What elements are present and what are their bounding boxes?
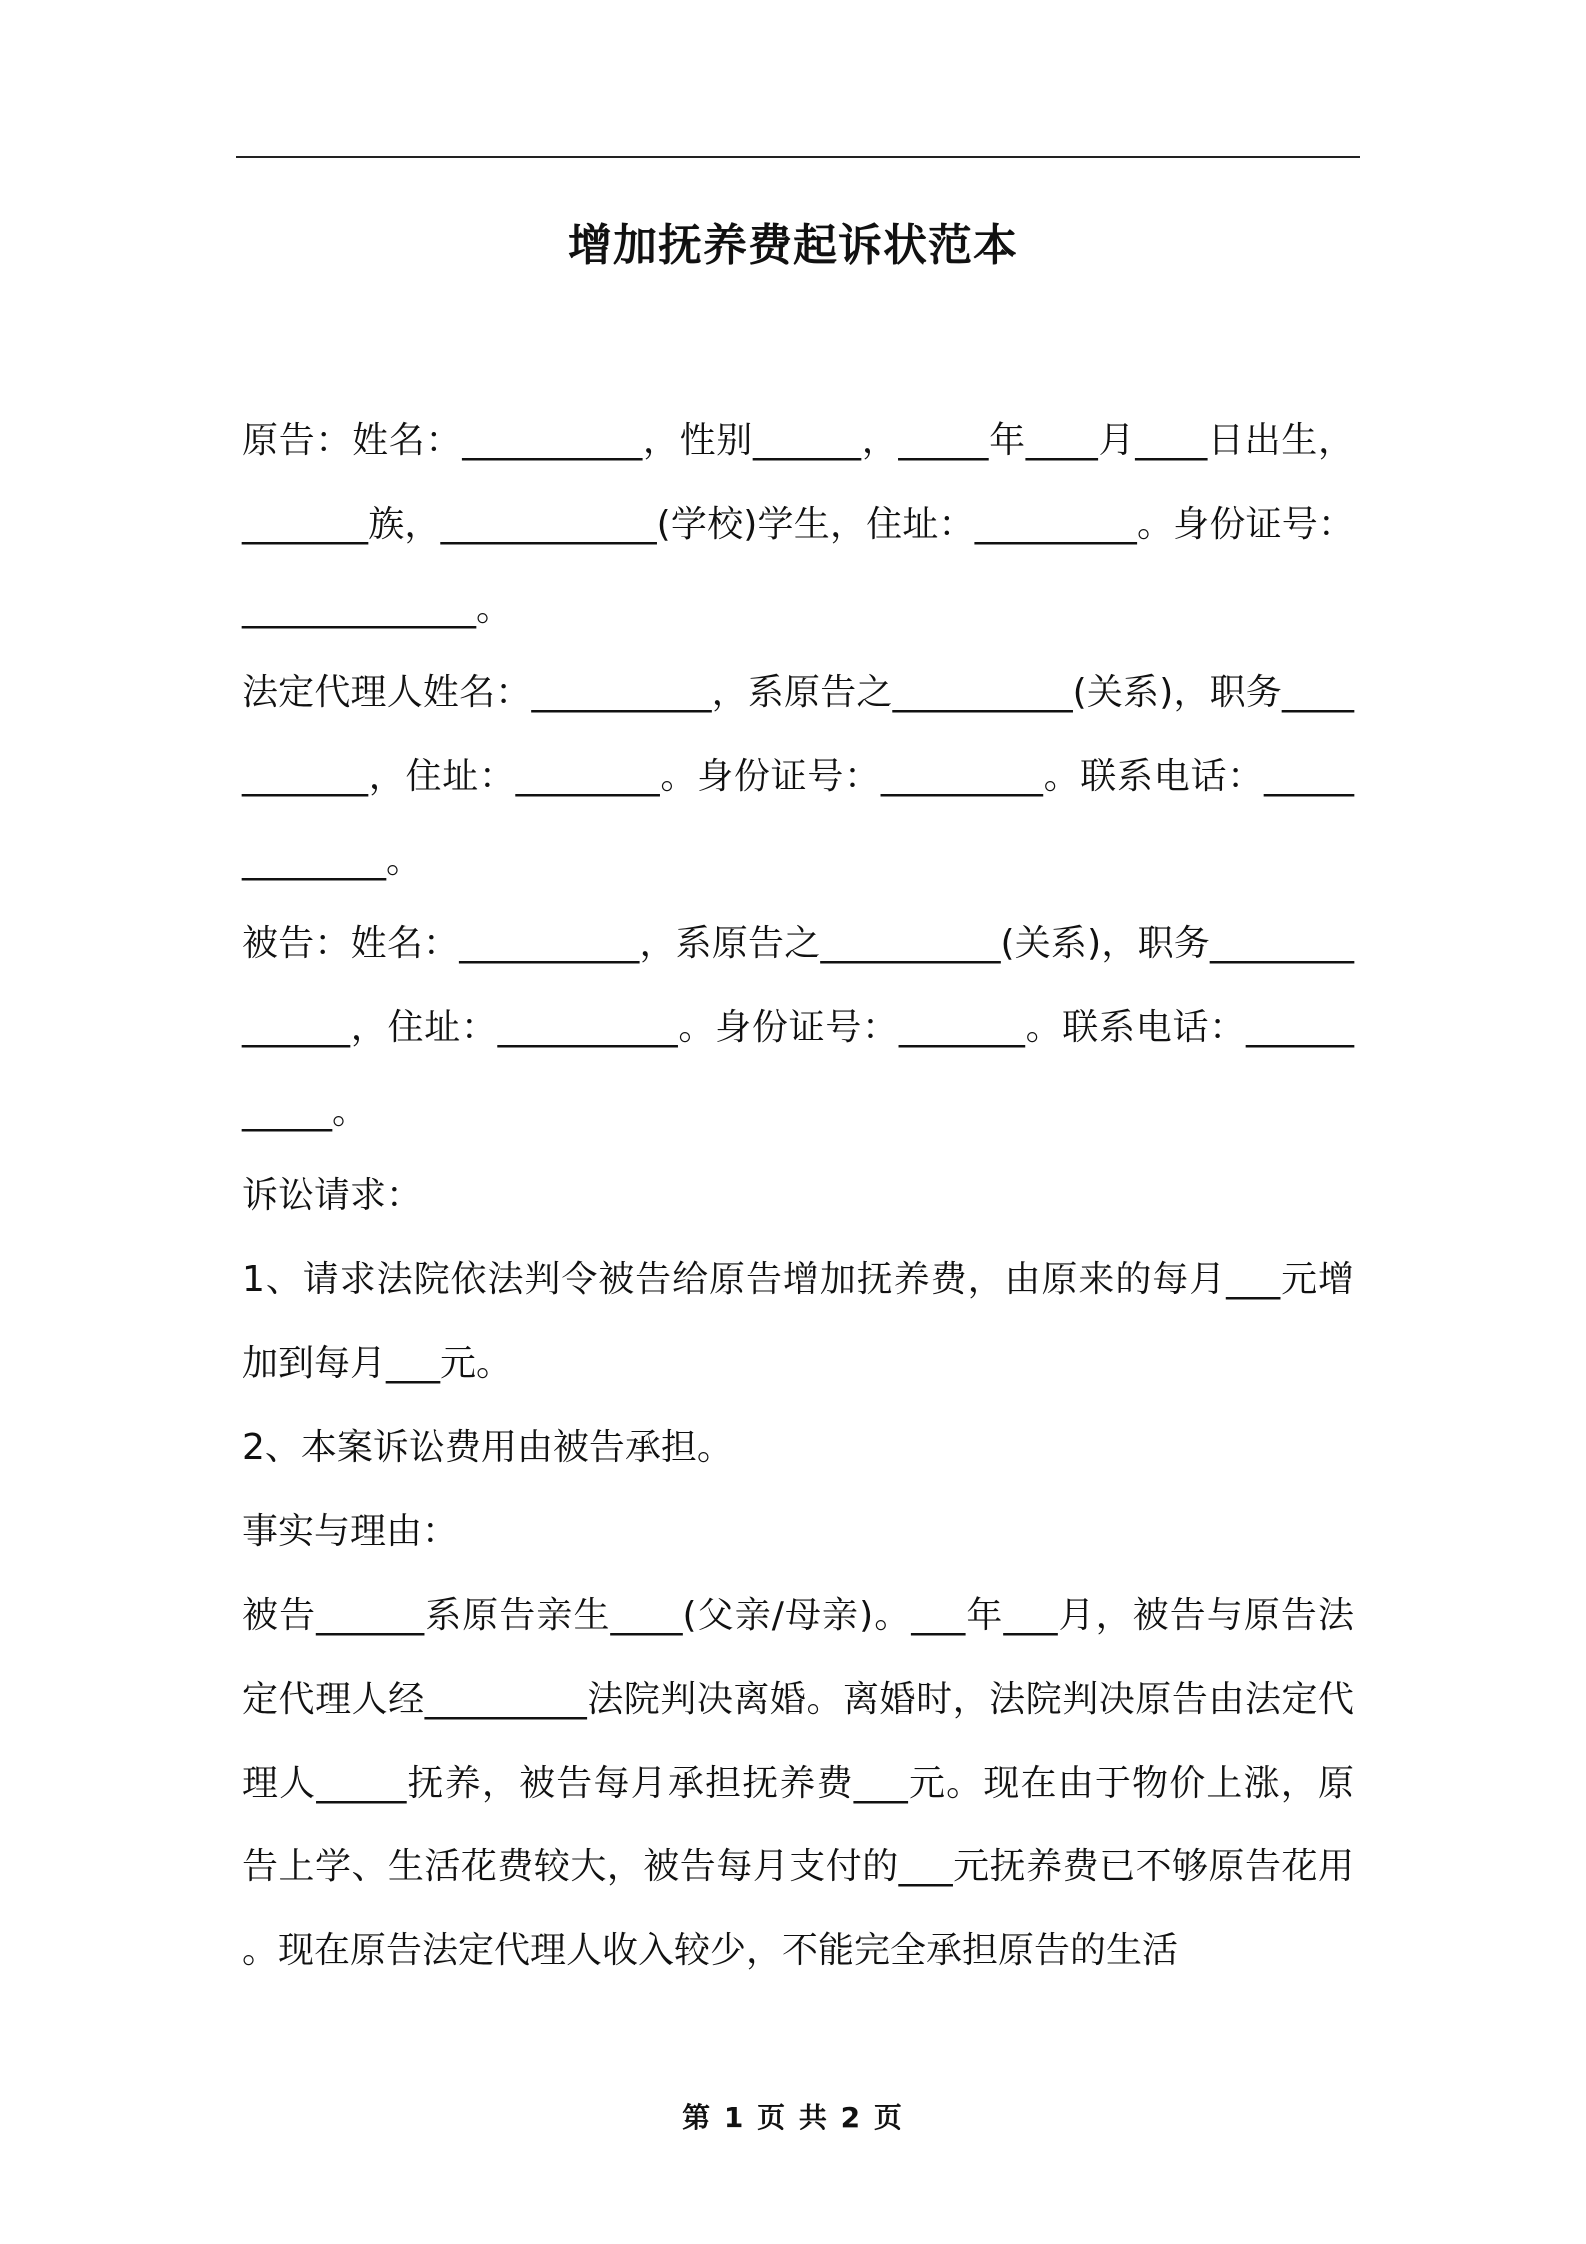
plaintiff-info: 原告：姓名：__________，性别______，_____年____月____日出生，_______族，____________(学校)学生，住址：_________。身份证号：_____________。 (242, 420, 1354, 629)
header-rule (236, 156, 1360, 158)
claim-item-1: 1、请求法院依法判令被告给原告增加抚养费，由原来的每月___元增加到每月___元。 (242, 1259, 1354, 1384)
document-body (242, 399, 1354, 1993)
claim-item-2: 2、本案诉讼费用由被告承担。 (242, 1426, 733, 1468)
facts-heading: 事实与理由： (242, 1510, 459, 1552)
claims-heading: 诉讼请求： (242, 1175, 423, 1217)
legal-representative-info: 法定代理人姓名：__________，系原告之__________(关系)，职务___________，住址：________。身份证号：_________。联系电话：_____________。 (242, 671, 1354, 881)
document-title: 增加抚养费起诉状范本 (568, 220, 1018, 271)
page-footer: 第 1 页 共 2 页 (682, 2101, 904, 2134)
defendant-info: 被告：姓名：__________，系原告之__________(关系)，职务______________，住址：__________。身份证号：_______。联系电话：___________。 (242, 923, 1354, 1133)
facts-paragraph: 被告______系原告亲生____(父亲/母亲)。___年___月，被告与原告法定代理人经_________法院判决离婚。离婚时，法院判决原告由法定代理人_____抚养，被告每月承担抚养费___元。现在由于物价上涨，原告上学、生活花费较大，被告每月支付的___元抚养费已不够原告花用。现在原告法定代理人收入较少，不能完全承担原告的生活 (242, 1594, 1354, 1972)
